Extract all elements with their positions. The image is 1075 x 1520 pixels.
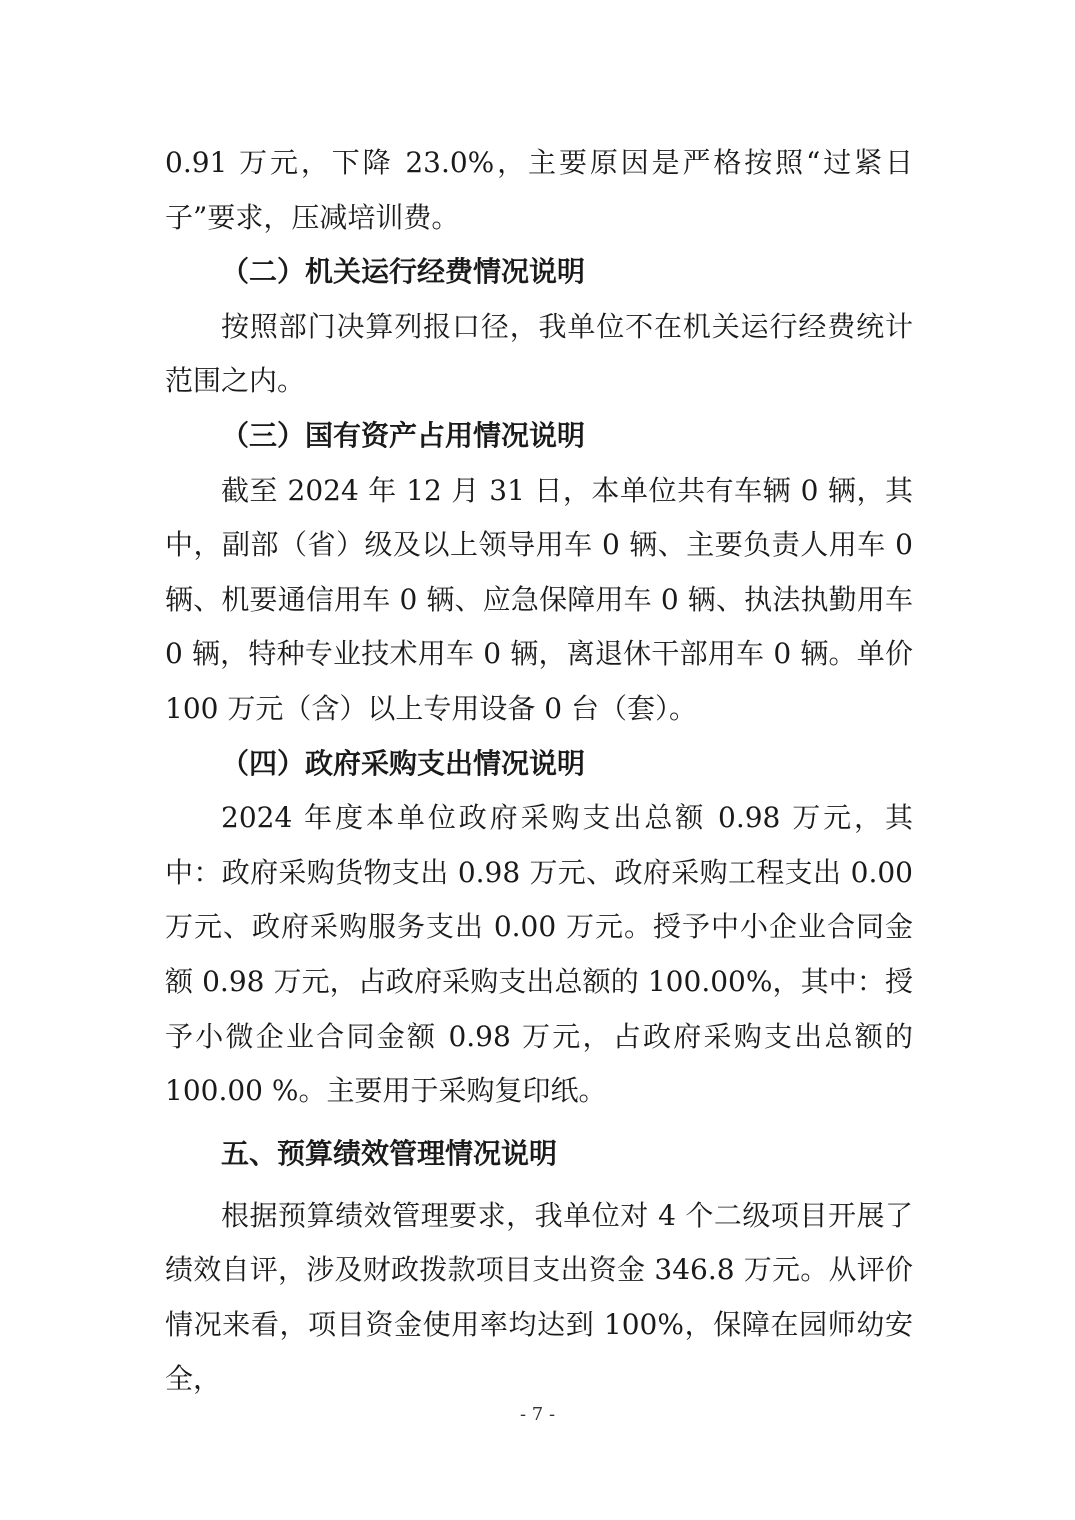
- paragraph-state-assets: 截至 2024 年 12 月 31 日，本单位共有车辆 0 辆，其中，副部（省）级及以上领导用车 0 辆、主要负责人用车 0 辆、机要通信用车 0 辆、应急保障用车 0 辆、执法执勤用车 0 辆，特种专业技术用车 0 辆，离退休干部用车 0 辆。单价 100 万元（含）以上专用设备 0 台（套）。: [165, 473, 913, 725]
- paragraph-performance: 根据预算绩效管理要求，我单位对 4 个二级项目开展了绩效自评，涉及财政拨款项目支出资金 346.8 万元。从评价情况来看，项目资金使用率均达到 100%，保障在园师幼安全，: [165, 1198, 913, 1396]
- heading-government-procurement: （四）政府采购支出情况说明: [221, 746, 586, 780]
- paragraph-government-procurement: 2024 年度本单位政府采购支出总额 0.98 万元，其中：政府采购货物支出 0.98 万元、政府采购工程支出 0.00 万元、政府采购服务支出 0.00 万元。授予中小企业合同金额 0.98 万元，占政府采购支出总额的 100.00%，其中：授予小微企业合同金额 0.98 万元，占政府采购支出总额的 100.00 %。主要用于采购复印纸。: [165, 801, 913, 1108]
- heading-state-assets: （三）国有资产占用情况说明: [221, 418, 586, 452]
- heading-operating-expenses: （二）机关运行经费情况说明: [221, 255, 586, 289]
- page-content: [165, 136, 913, 1407]
- section-heading-performance: 五、预算绩效管理情况说明: [221, 1136, 558, 1170]
- paragraph-operating-expenses: 按照部门决算列报口径，我单位不在机关运行经费统计范围之内。: [165, 309, 913, 398]
- paragraph-training-cost: 0.91 万元，下降 23.0%，主要原因是严格按照“过紧日子”要求，压减培训费。: [165, 146, 913, 234]
- page-number: - 7 -: [519, 1404, 556, 1425]
